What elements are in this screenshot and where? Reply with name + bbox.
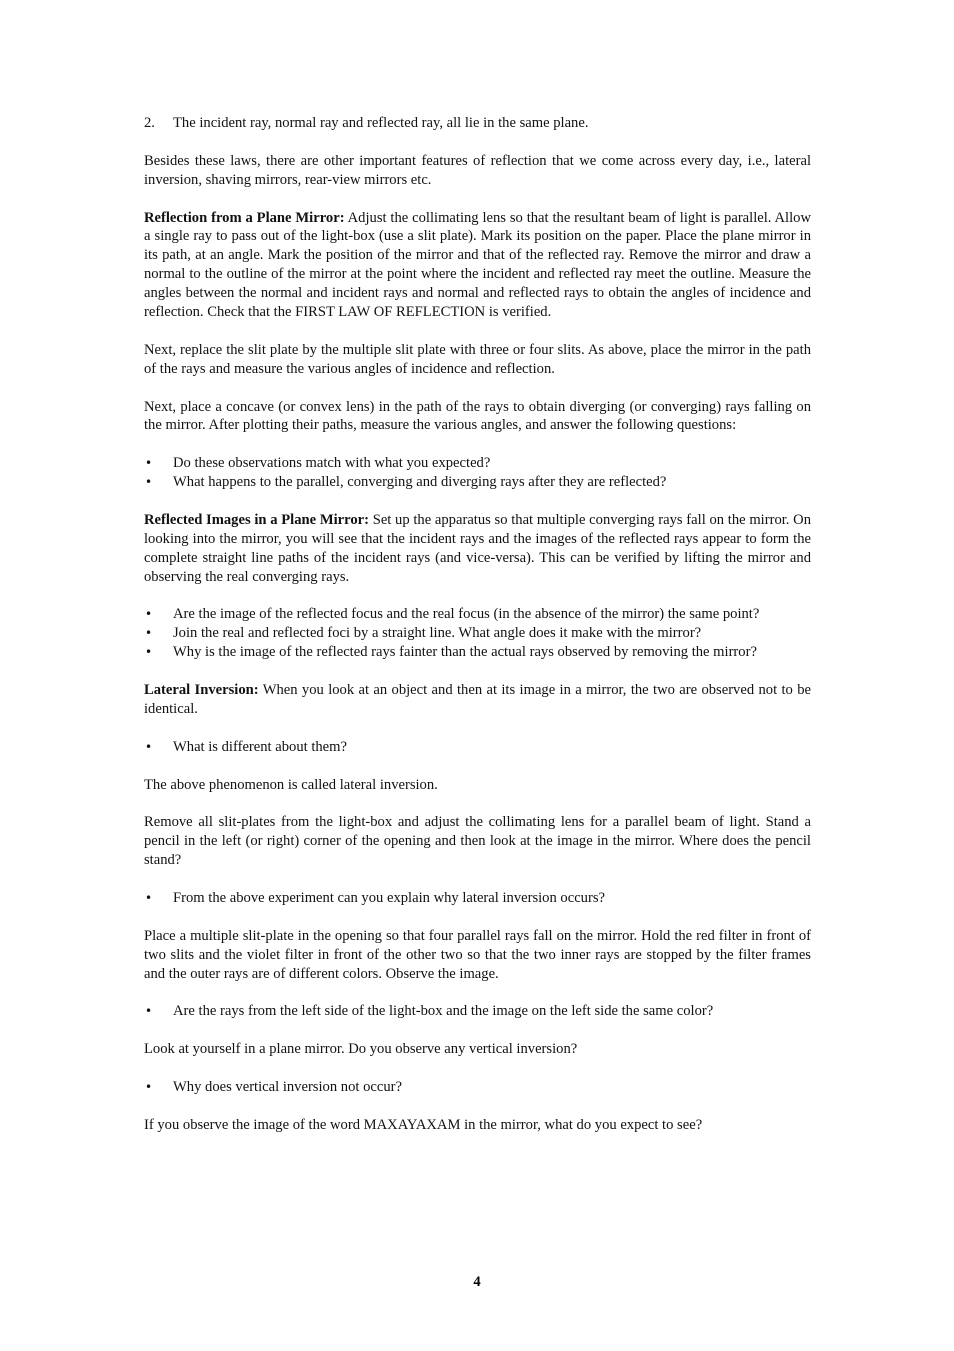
list-item: • Do these observations match with what you expected? (144, 454, 811, 473)
item-text: The incident ray, normal ray and reflected ray, all lie in the same plane. (173, 115, 589, 131)
bullet-list-why-lateral (144, 889, 811, 908)
list-item: • Are the rays from the left side of the light-box and the image on the left side the same color? (144, 1002, 811, 1021)
paragraph-remove-slit-plates: Remove all slit-plates from the light-box and adjust the collimating lens for a parallel beam of light. Stand a pencil in the left (or right) corner of the opening and then look at the image in the mirror. Where does the pencil stand? (144, 814, 811, 869)
item-number: 2. (144, 115, 155, 131)
list-item: • Why does vertical inversion not occur? (144, 1078, 811, 1097)
paragraph-look-yourself: Look at yourself in a plane mirror. Do you observe any vertical inversion? (144, 1041, 578, 1058)
paragraph-next-lens: Next, place a concave (or convex lens) in the path of the rays to obtain diverging (or converging) rays falling on the mirror. After plotting their paths, measure the various angles, and answer the following questions: (144, 398, 811, 434)
paragraph-place-filters: Place a multiple slit-plate in the opening so that four parallel rays fall on the mirror. Hold the red filter in front of two slits and the violet filter in front of the other two so that the two inner rays are stopped by the filter frames and the outer rays are of different colors. Observe the image. (144, 927, 811, 982)
paragraph-plane-mirror (144, 209, 811, 322)
paragraph-text: Set up the apparatus so that multiple converging rays fall on the mirror. On looking into the mirror, you will see that the incident rays and the images of the reflected rays appear to form the complete straight line paths of the incident rays (and vice-versa). This can be verified by lifting the mirror and observing the real converging rays. (144, 511, 811, 585)
list-item: • Are the image of the reflected focus and the real focus (in the absence of the mirror) the same point? (144, 605, 811, 624)
paragraph-next-multiple-slit: Next, replace the slit plate by the multiple slit plate with three or four slits. As above, place the mirror in the path of the rays and measure the various angles of incidence and reflection. (144, 341, 811, 377)
list-item: • Join the real and reflected foci by a straight line. What angle does it make with the mirror? (144, 624, 811, 643)
list-item: • Why is the image of the reflected rays fainter than the actual rays observed by removing the mirror? (144, 643, 811, 662)
list-item: • From the above experiment can you explain why lateral inversion occurs? (144, 889, 811, 908)
paragraph-text: When you look at an object and then at its image in a mirror, the two are observed not to be identical. (144, 682, 811, 717)
bullet-list-focus (144, 605, 811, 662)
bullet-list-observations (144, 454, 811, 492)
paragraph-phenomenon: The above phenomenon is called lateral inversion. (144, 776, 438, 793)
section-heading-plane-mirror: Reflection from a Plane Mirror: (144, 209, 345, 226)
bullet-list-vertical (144, 1078, 811, 1097)
page-number: 4 (473, 1274, 481, 1290)
paragraph-besides: Besides these laws, there are other important features of reflection that we come across every day, i.e., lateral inversion, shaving mirrors, rear-view mirrors etc. (144, 152, 811, 188)
list-item: • What happens to the parallel, converging and diverging rays after they are reflected? (144, 473, 811, 492)
bullet-list-same-color (144, 1002, 811, 1021)
list-item: • What is different about them? (144, 738, 811, 757)
bullet-list-different (144, 738, 811, 757)
numbered-item-2 (144, 114, 811, 133)
paragraph-text: Adjust the collimating lens so that the resultant beam of light is parallel. Allow a single ray to pass out of the light-box (use a slit plate). Mark its position on the paper. Place the plane mirror in its path, at an angle. Mark the position of the mirror and that of the reflected ray. Remove the mirror and draw a normal to the outline of the mirror at the point where the incident and reflected ray meet the outline. Measure the angles between the normal and incident rays and normal and reflected rays to obtain the angles of incidence and reflection. Check that the FIRST LAW OF REFLECTION is verified. (144, 209, 811, 321)
section-heading-reflected-images: Reflected Images in a Plane Mirror: (144, 511, 369, 528)
paragraph-lateral-inversion (144, 681, 811, 719)
document-body (144, 114, 811, 1135)
paragraph-maxayaxam: If you observe the image of the word MAXAYAXAM in the mirror, what do you expect to see? (144, 1116, 703, 1133)
paragraph-reflected-images (144, 511, 811, 587)
section-heading-lateral-inversion: Lateral Inversion: (144, 682, 259, 699)
